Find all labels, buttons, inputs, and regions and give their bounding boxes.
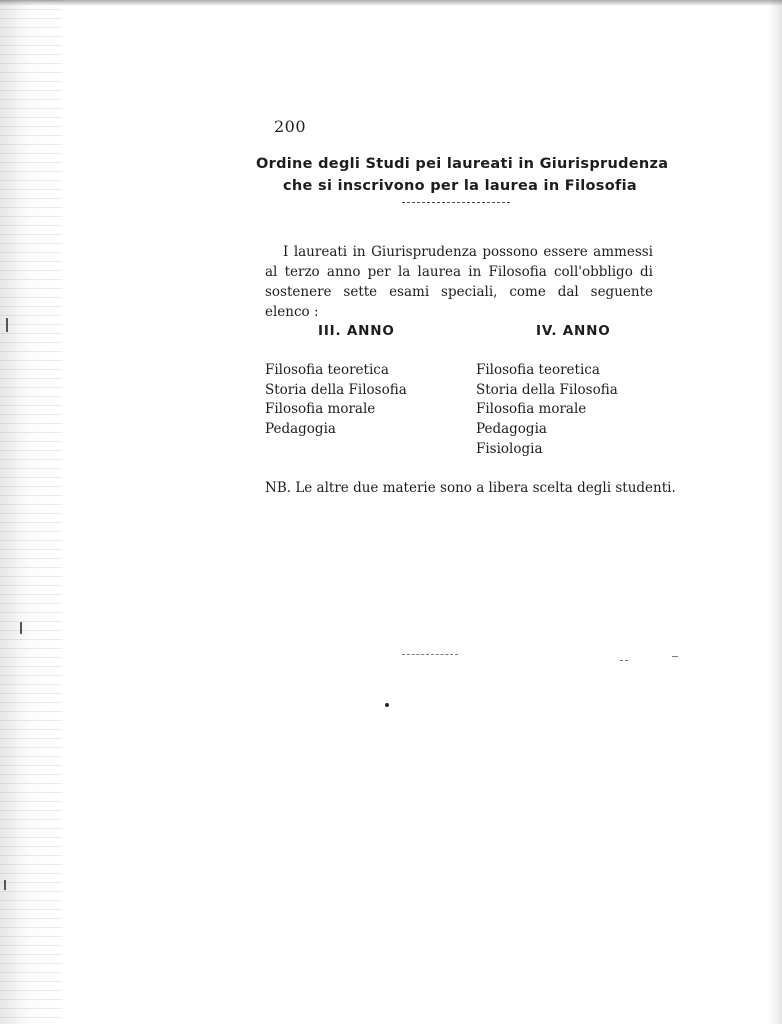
heading-divider <box>402 202 510 203</box>
subject-list-fourth-year <box>476 361 618 460</box>
page-number: 200 <box>274 117 307 136</box>
stray-dash-mark <box>672 656 678 657</box>
subject-item: Storia della Filosofia <box>476 381 618 398</box>
subject-item: Storia della Filosofia <box>265 381 407 398</box>
subject-item: Pedagogia <box>476 421 547 438</box>
intro-paragraph: I laureati in Giurisprudenza possono essere ammessi al terzo anno per la laurea in Filosofia coll'obbligo di sostenere sette esami speciali, come dal seguente elenco : <box>265 244 653 320</box>
subject-list-third-year <box>265 361 407 440</box>
column-title-third-year: III. ANNO <box>318 323 395 339</box>
scan-right-margin <box>768 0 782 1024</box>
scan-top-shadow <box>0 0 782 6</box>
subject-item: Filosofia morale <box>476 401 587 418</box>
scan-left-margin <box>0 0 62 1024</box>
column-title-fourth-year: IV. ANNO <box>536 323 611 339</box>
stray-dash-mark <box>402 654 458 655</box>
subject-item: Pedagogia <box>265 421 336 438</box>
heading-line-2: che si inscrivono per la laurea in Filosofia <box>283 178 637 194</box>
subject-item: Filosofia teoretica <box>265 362 389 378</box>
stray-ink-dot <box>385 703 389 707</box>
stray-dash-mark <box>620 660 628 661</box>
subject-item: Filosofia morale <box>265 401 376 418</box>
subject-item: Fisiologia <box>476 440 543 457</box>
footnote-nb: NB. Le altre due materie sono a libera scelta degli studenti. <box>265 480 676 496</box>
subject-item: Filosofia teoretica <box>476 362 600 378</box>
heading-line-1: Ordine degli Studi pei laureati in Giurisprudenza <box>256 156 669 172</box>
